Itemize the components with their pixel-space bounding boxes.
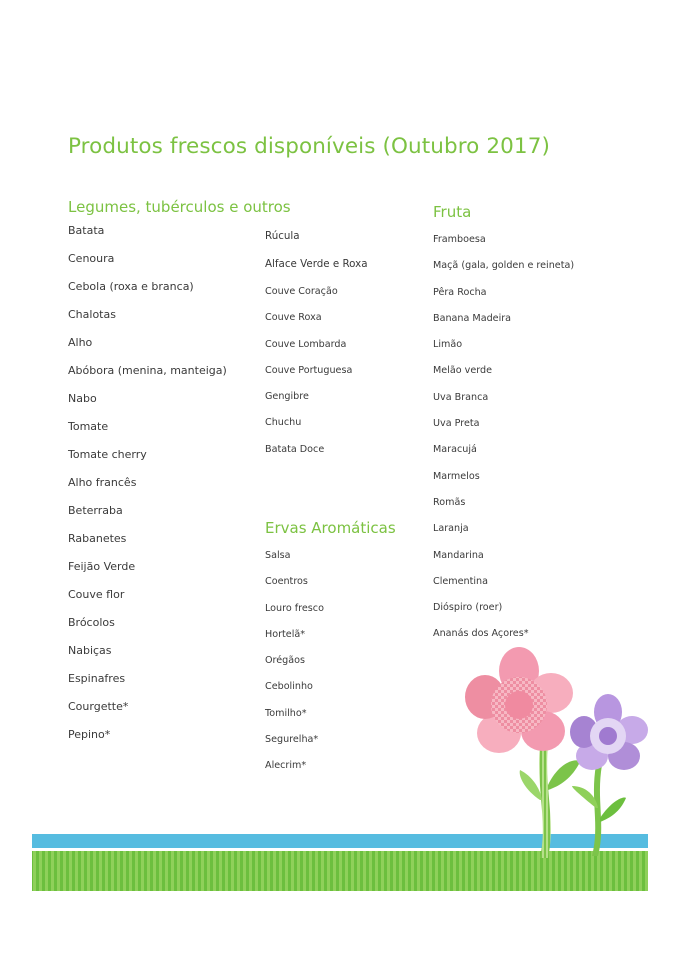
list-item: Alho francês — [68, 476, 137, 489]
list-item: Clementina — [433, 575, 488, 587]
list-item: Louro fresco — [265, 602, 324, 614]
list-item: Banana Madeira — [433, 312, 512, 324]
leaf-icon — [520, 770, 542, 800]
list-item: Pepino* — [68, 728, 111, 741]
list-item: Alho — [68, 336, 93, 349]
fruta-heading: Fruta — [433, 203, 472, 221]
list-item: Coentros — [265, 576, 308, 588]
list-item: Brócolos — [68, 616, 115, 629]
list-item: Batata Doce — [265, 443, 325, 455]
purple-flower-icon — [570, 694, 648, 770]
list-item: Hortelã* — [265, 628, 306, 640]
list-item: Beterraba — [68, 504, 123, 517]
list-item: Cenoura — [68, 252, 115, 265]
list-item: Batata — [68, 224, 105, 237]
list-item: Nabiças — [68, 644, 112, 657]
list-item: Chuchu — [265, 417, 302, 429]
list-item: Marmelos — [433, 470, 480, 482]
list-item: Gengibre — [265, 391, 309, 403]
list-item: Couve Portuguesa — [265, 364, 353, 376]
list-item: Feijão Verde — [68, 560, 136, 573]
list-item: Espinafres — [68, 672, 126, 685]
list-item: Melão verde — [433, 365, 492, 377]
list-item: Laranja — [433, 523, 469, 535]
list-item: Dióspiro (roer) — [433, 602, 503, 614]
list-item: Framboesa — [433, 234, 486, 245]
list-item: Maçã (gala, golden e reineta) — [433, 260, 575, 272]
list-item: Alface Verde e Roxa — [265, 258, 368, 270]
leaf-icon — [600, 798, 626, 822]
list-item: Rúcula — [265, 230, 300, 242]
leaf-icon — [548, 760, 580, 790]
list-item: Uva Preta — [433, 418, 480, 430]
list-item: Orégãos — [265, 655, 306, 667]
list-item: Couve Coração — [265, 286, 338, 297]
list-item: Tomilho* — [265, 707, 307, 719]
list-item: Pêra Rocha — [433, 286, 487, 298]
list-item: Abóbora (menina, manteiga) — [68, 364, 227, 377]
list-item: Salsa — [265, 550, 291, 561]
list-item: Cebola (roxa e branca) — [68, 280, 194, 293]
list-item: Couve Roxa — [265, 312, 322, 324]
blue-stripe — [32, 834, 648, 848]
ervas-heading: Ervas Aromáticas — [265, 519, 396, 537]
list-item: Couve Lombarda — [265, 338, 347, 350]
list-item: Nabo — [68, 392, 97, 405]
list-item: Couve flor — [68, 588, 125, 601]
list-item: Maracujá — [433, 444, 477, 456]
list-item: Cebolinho — [265, 681, 313, 693]
list-item: Ananás dos Açores* — [433, 628, 529, 640]
list-item: Romãs — [433, 496, 466, 508]
green-grass-stripe — [32, 851, 648, 891]
list-item: Alecrim* — [265, 760, 307, 772]
legumes-heading: Legumes, tubérculos e outros — [68, 198, 291, 216]
pink-flower-icon — [465, 647, 573, 753]
list-item: Limão — [433, 339, 463, 351]
list-item: Rabanetes — [68, 532, 127, 545]
list-item: Uva Branca — [433, 391, 489, 403]
list-item: Segurelha* — [265, 734, 319, 746]
page-title: Produtos frescos disponíveis (Outubro 2017) — [68, 134, 550, 159]
list-item: Tomate — [68, 420, 109, 433]
list-item: Courgette* — [68, 700, 129, 713]
list-item: Tomate cherry — [68, 448, 147, 461]
list-item: Mandarina — [433, 549, 484, 561]
list-item: Chalotas — [68, 308, 116, 321]
